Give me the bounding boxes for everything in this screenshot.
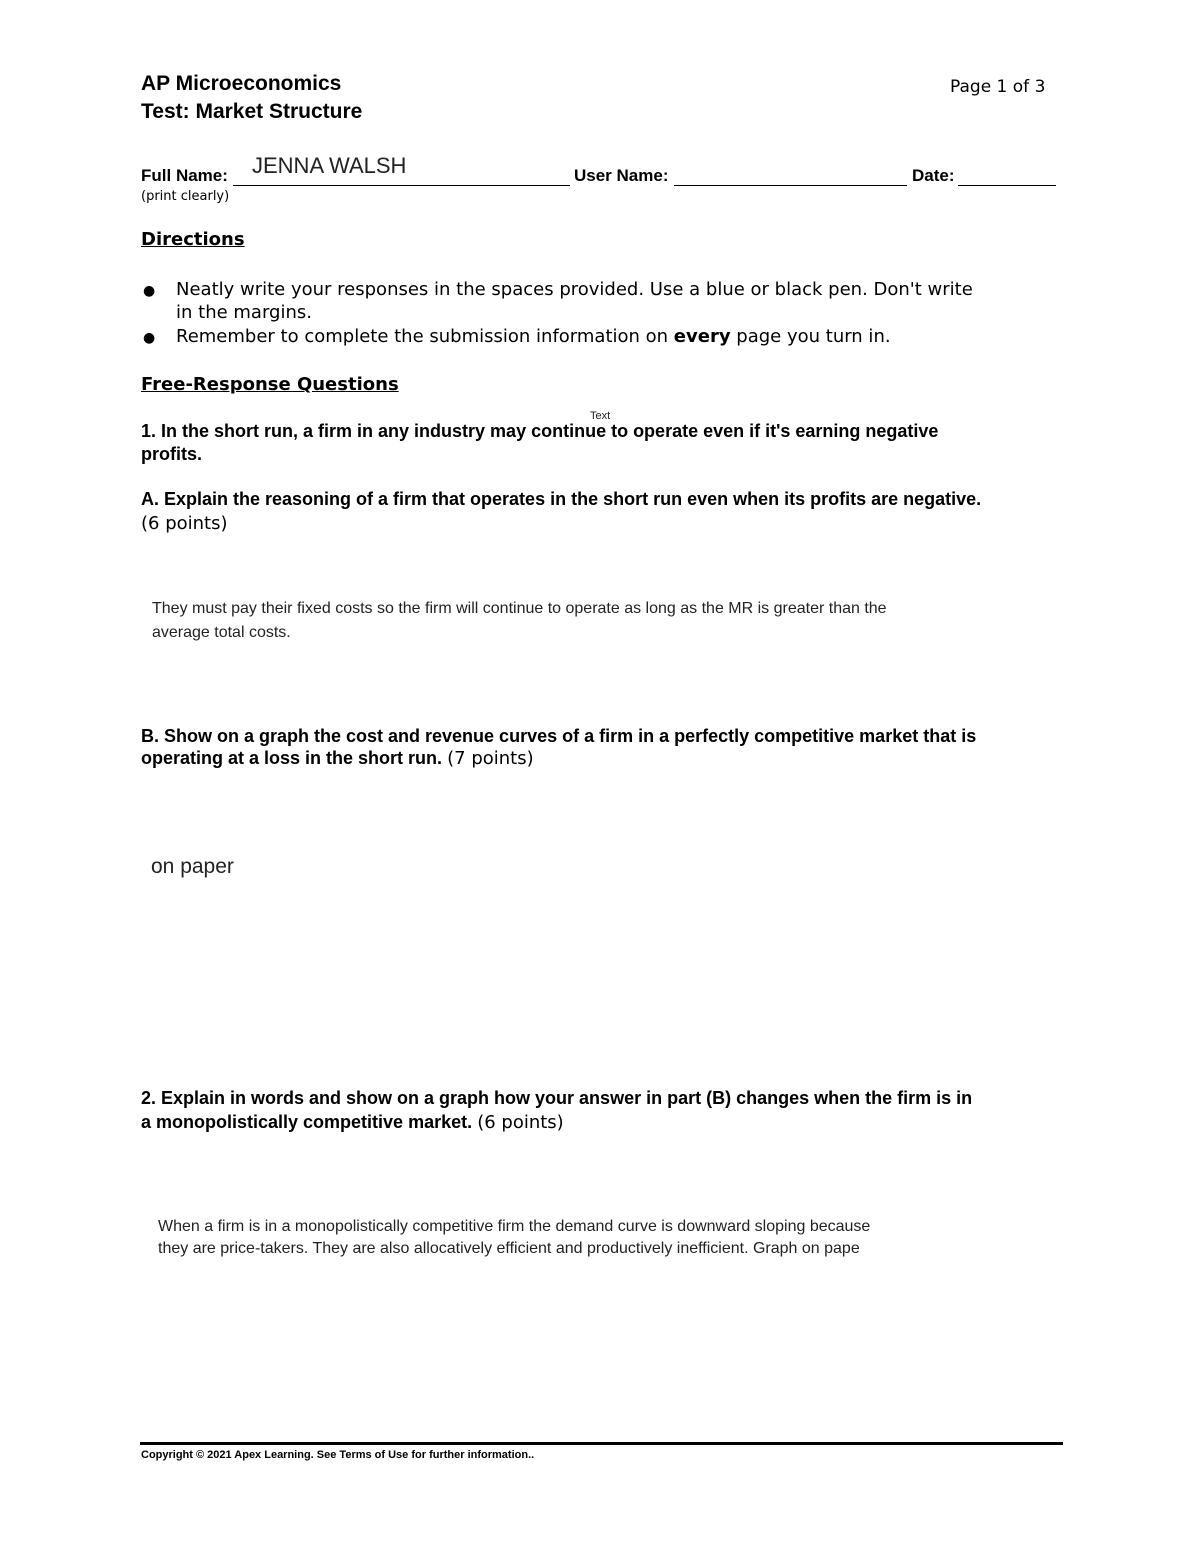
directions-item-1-line2: in the margins. <box>176 302 312 323</box>
q1b-text-line2-wrap <box>141 748 534 769</box>
text-annotation: Text <box>590 410 611 422</box>
user-name-label: User Name: <box>574 166 669 185</box>
directions-item-2-text-end: page you turn in. <box>730 326 891 347</box>
q2-text-line2: a monopolistically competitive market. <box>141 1112 473 1132</box>
q1b-text-line2: operating at a loss in the short run. <box>141 748 443 768</box>
full-name-label: Full Name: <box>141 166 228 185</box>
footer-divider <box>140 1442 1063 1445</box>
page-indicator: Page 1 of 3 <box>950 77 1046 97</box>
directions-item-2-emphasis: every <box>673 326 731 347</box>
q2-text-line1: 2. Explain in words and show on a graph how your answer in part (B) changes when the firm is in <box>141 1088 973 1108</box>
bullet-icon: ● <box>143 283 156 299</box>
q2-text-line2-wrap <box>141 1112 564 1133</box>
full-name-value: JENNA WALSH <box>252 153 407 178</box>
directions-heading: Directions <box>141 229 245 250</box>
full-name-field[interactable] <box>233 185 570 186</box>
print-clearly-note: (print clearly) <box>141 189 230 204</box>
q1b-answer: on paper <box>151 855 234 878</box>
directions-item-2 <box>176 326 891 347</box>
directions-item-1-line1: Neatly write your responses in the spaces provided. Use a blue or black pen. Don't write <box>176 279 973 300</box>
q1a-answer-line1: They must pay their fixed costs so the firm will continue to operate as long as the MR is greater than the <box>152 600 887 617</box>
bullet-icon: ● <box>143 330 156 346</box>
q1b-points: (7 points) <box>447 748 534 769</box>
date-field[interactable] <box>958 185 1056 186</box>
q1-text-line1: 1. In the short run, a firm in any industry may continue to operate even if it's earning negative <box>141 421 939 441</box>
directions-item-2-text: Remember to complete the submission information on <box>176 326 674 347</box>
user-name-field[interactable] <box>674 185 907 186</box>
footer-copyright: Copyright © 2021 Apex Learning. See Terms of Use for further information.. <box>141 1449 535 1461</box>
q1b-text-line1: B. Show on a graph the cost and revenue curves of a firm in a perfectly competitive market that is <box>141 726 977 746</box>
q1-text-line2: profits. <box>141 444 202 464</box>
date-label: Date: <box>912 166 955 185</box>
q2-answer-line2: they are price-takers. They are also allocatively efficient and productively inefficient. Graph on pape <box>158 1240 860 1257</box>
course-title: AP Microeconomics <box>141 72 342 95</box>
q1a-text: A. Explain the reasoning of a firm that operates in the short run even when its profits are negative. <box>141 489 982 509</box>
q2-points: (6 points) <box>477 1112 564 1133</box>
free-response-heading: Free-Response Questions <box>141 374 399 395</box>
q2-answer-line1: When a firm is in a monopolistically competitive firm the demand curve is downward sloping because <box>158 1218 871 1235</box>
q1a-points: (6 points) <box>141 513 228 534</box>
q1a-answer-line2: average total costs. <box>152 624 291 641</box>
test-title: Test: Market Structure <box>141 100 363 123</box>
